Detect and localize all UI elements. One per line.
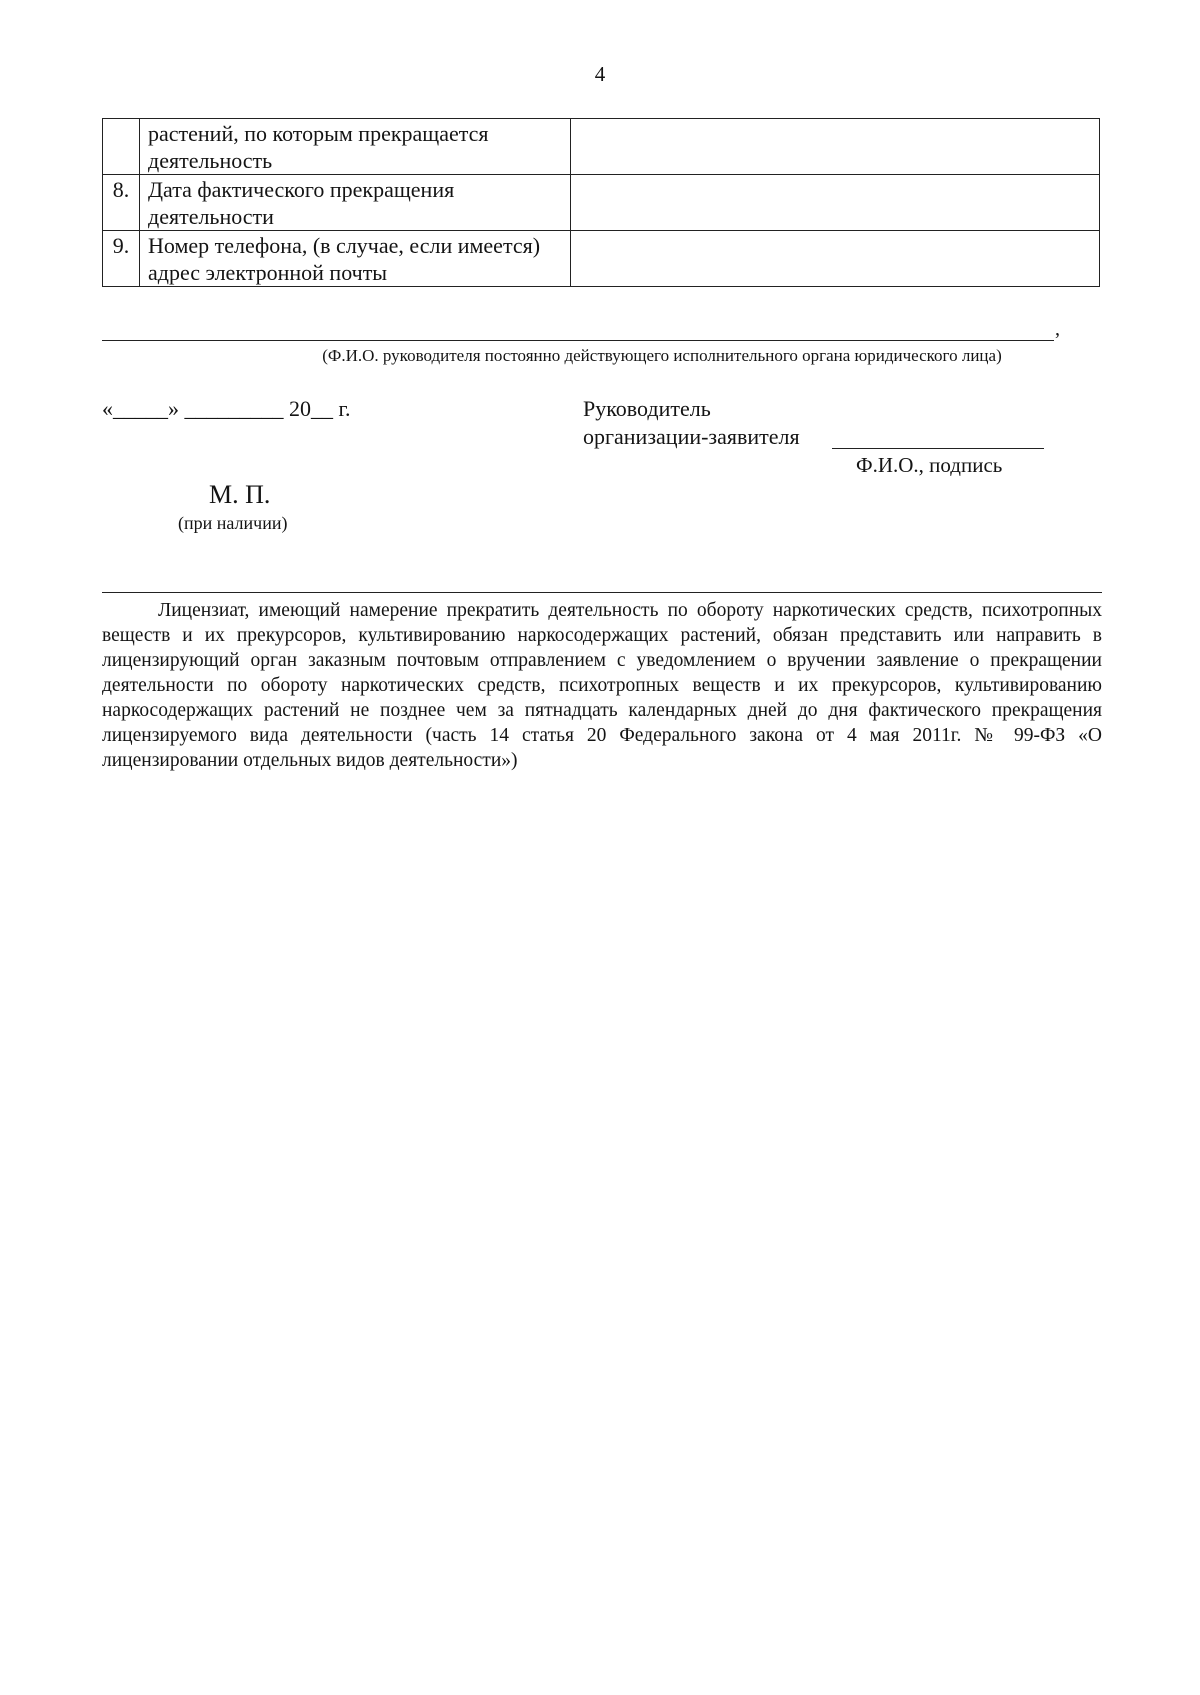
head-organization-label: организации-заявителя [583, 424, 800, 449]
row-value-field[interactable] [571, 175, 1100, 231]
fio-line-comma: , [1055, 318, 1060, 340]
row-label: Номер телефона, (в случае, если имеется) адрес электронной почты [140, 231, 571, 287]
stamp-note: (при наличии) [178, 513, 288, 533]
row-number: 8. [103, 175, 140, 231]
date-line[interactable]: «_____» _________ 20__ г. [102, 396, 351, 421]
row-label: Дата фактического прекращения деятельности [140, 175, 571, 231]
page-number: 4 [594, 62, 606, 86]
row-label: растений, по которым прекращается деятельность [140, 119, 571, 175]
table-row [103, 175, 1100, 231]
row-value-field[interactable] [571, 119, 1100, 175]
stamp-label: М. П. [209, 480, 271, 509]
row-number: 9. [103, 231, 140, 287]
row-number [103, 119, 140, 175]
application-table [102, 118, 1100, 287]
signature-caption: Ф.И.О., подпись [856, 453, 1003, 477]
fio-signature-line[interactable] [102, 340, 1054, 341]
table-row [103, 119, 1100, 175]
table-row [103, 231, 1100, 287]
footnote-separator [102, 592, 1102, 593]
fio-caption: (Ф.И.О. руководителя постоянно действующего исполнительного органа юридического лица) [322, 346, 1002, 365]
row-value-field[interactable] [571, 231, 1100, 287]
head-signature-line[interactable] [832, 448, 1044, 449]
head-title: Руководитель [583, 396, 711, 421]
footnote-text: Лицензиат, имеющий намерение прекратить деятельность по обороту наркотических средств, психотропных веществ и их прекурсоров, культивированию наркосодержащих растений, обязан представить или направить в лицензирующий орган заказным почтовым отправлением с уведомлением о вручении заявление о прекращении деятельности по обороту наркотических средств, психотропных веществ и их прекурсоров, культивированию наркосодержащих растений не позднее чем за пятнадцать календарных дней до дня фактического прекращения лицензируемого вида деятельности (часть 14 статья 20 Федерального закона от 4 мая 2011г. № 99-ФЗ «О лицензировании отдельных видов деятельности») [102, 600, 1102, 771]
